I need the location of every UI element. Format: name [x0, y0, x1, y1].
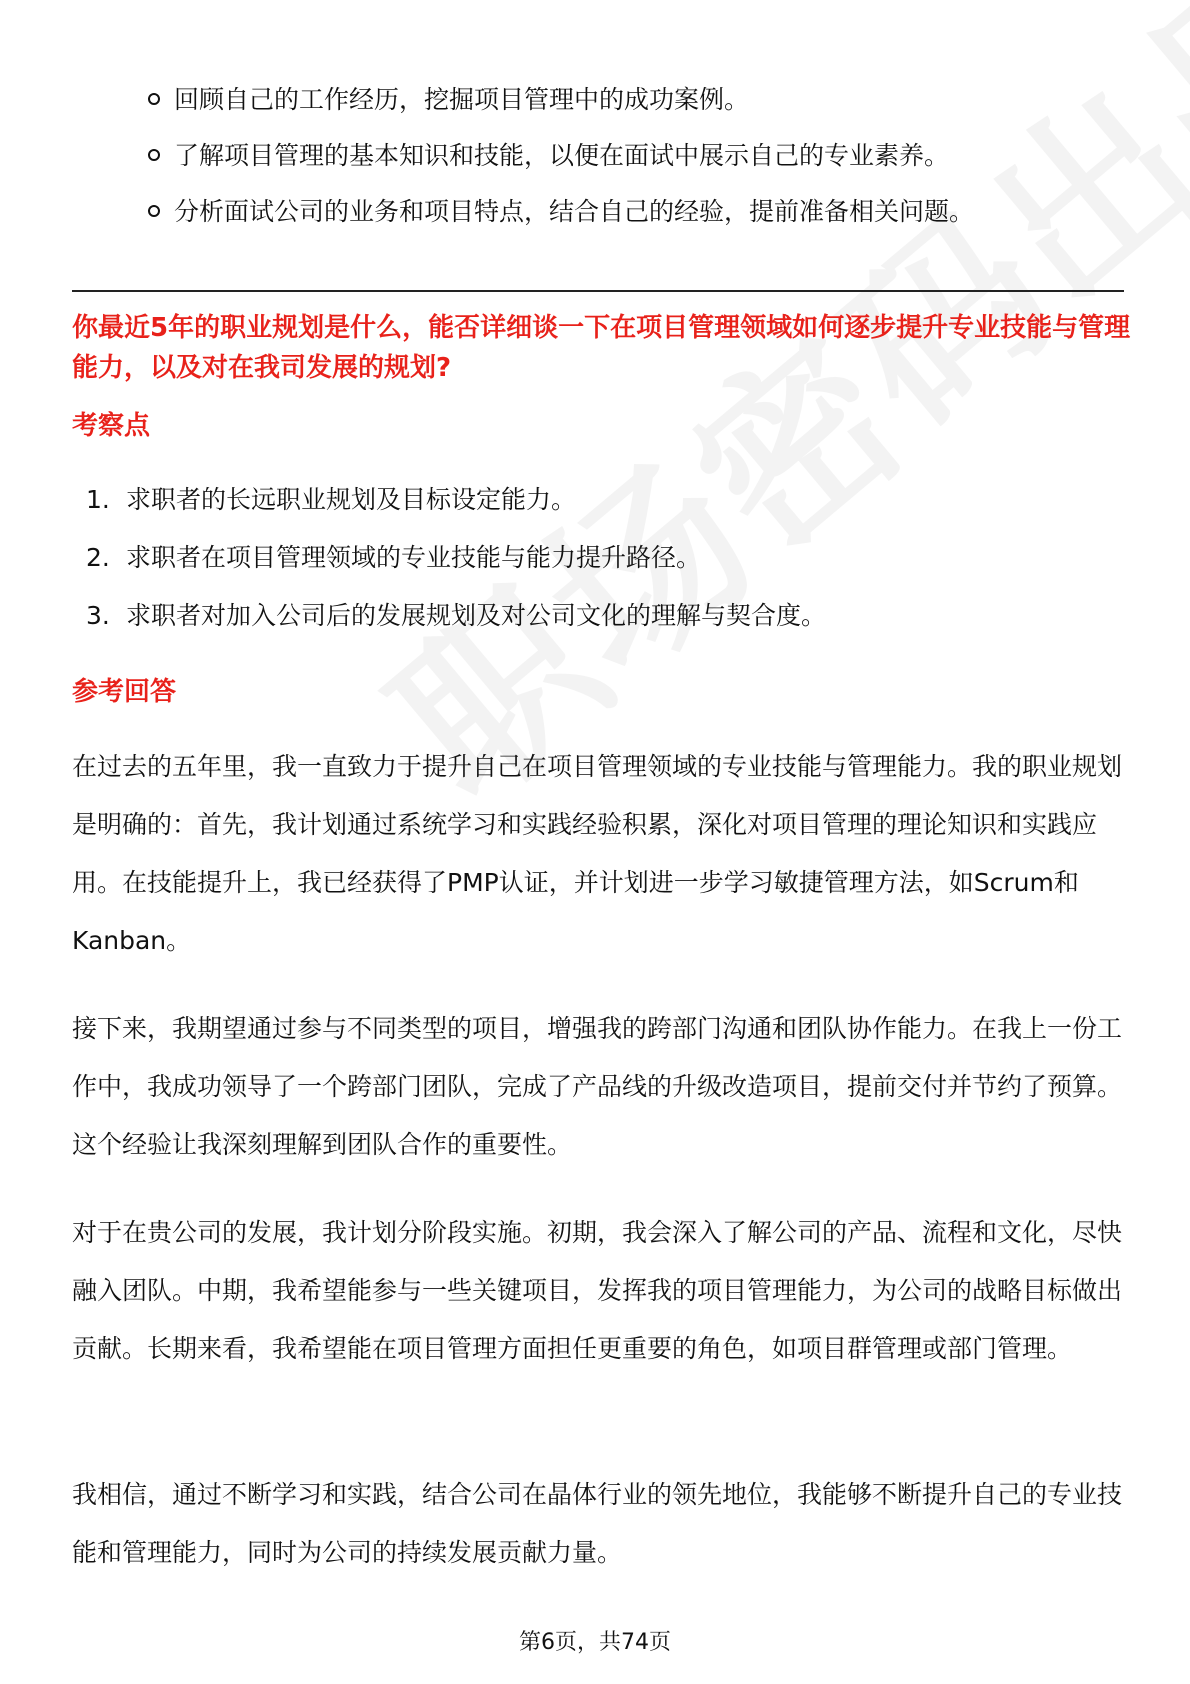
circle-bullet-icon [148, 205, 160, 217]
section-divider [72, 290, 1124, 292]
list-item-text: 了解项目管理的基本知识和技能，以便在面试中展示自己的专业素养。 [174, 141, 950, 170]
prep-bullet-list [148, 72, 974, 240]
interview-question: 你最近5年的职业规划是什么，能否详细谈一下在项目管理领域如何逐步提升专业技能与管理能力，以及对在我司发展的规划? [72, 313, 1131, 383]
assessment-points-list [86, 476, 826, 650]
answer-paragraph: 在过去的五年里，我一直致力于提升自己在项目管理领域的专业技能与管理能力。我的职业规划是明确的：首先，我计划通过系统学习和实践经验积累，深化对项目管理的理论知识和实践应用。在技能提升上，我已经获得了PMP认证，并计划进一步学习敏捷管理方法，如Scrum和Kanban。 [72, 752, 1123, 955]
reference-answer-heading: 参考回答 [72, 677, 177, 707]
assessment-points-heading: 考察点 [72, 411, 151, 441]
page-number: 第6页，共74页 [519, 1630, 671, 1655]
list-number: 1. [86, 485, 110, 514]
list-item-text: 求职者对加入公司后的发展规划及对公司文化的理解与契合度。 [126, 601, 827, 630]
list-item-text: 分析面试公司的业务和项目特点，结合自己的经验，提前准备相关问题。 [174, 197, 975, 226]
list-number: 2. [86, 543, 110, 572]
list-item [86, 592, 826, 650]
list-item-text: 求职者的长远职业规划及目标设定能力。 [126, 485, 577, 514]
list-item [86, 476, 826, 534]
answer-paragraph: 对于在贵公司的发展，我计划分阶段实施。初期，我会深入了解公司的产品、流程和文化，尽快融入团队。中期，我希望能参与一些关键项目，发挥我的项目管理能力，为公司的战略目标做出贡献。长期来看，我希望能在项目管理方面担任更重要的角色，如项目群管理或部门管理。 [72, 1218, 1123, 1363]
list-item [148, 184, 974, 240]
list-item [148, 128, 974, 184]
list-item [148, 72, 974, 128]
list-item-text: 求职者在项目管理领域的专业技能与能力提升路径。 [126, 543, 702, 572]
answer-paragraph: 我相信，通过不断学习和实践，结合公司在晶体行业的领先地位，我能够不断提升自己的专业技能和管理能力，同时为公司的持续发展贡献力量。 [72, 1480, 1123, 1567]
answer-paragraph: 接下来，我期望通过参与不同类型的项目，增强我的跨部门沟通和团队协作能力。在我上一份工作中，我成功领导了一个跨部门团队，完成了产品线的升级改造项目，提前交付并节约了预算。这个经验让我深刻理解到团队合作的重要性。 [72, 1014, 1123, 1159]
circle-bullet-icon [148, 93, 160, 105]
list-item-text: 回顾自己的工作经历，挖掘项目管理中的成功案例。 [174, 85, 750, 114]
list-number: 3. [86, 601, 110, 630]
circle-bullet-icon [148, 149, 160, 161]
list-item [86, 534, 826, 592]
